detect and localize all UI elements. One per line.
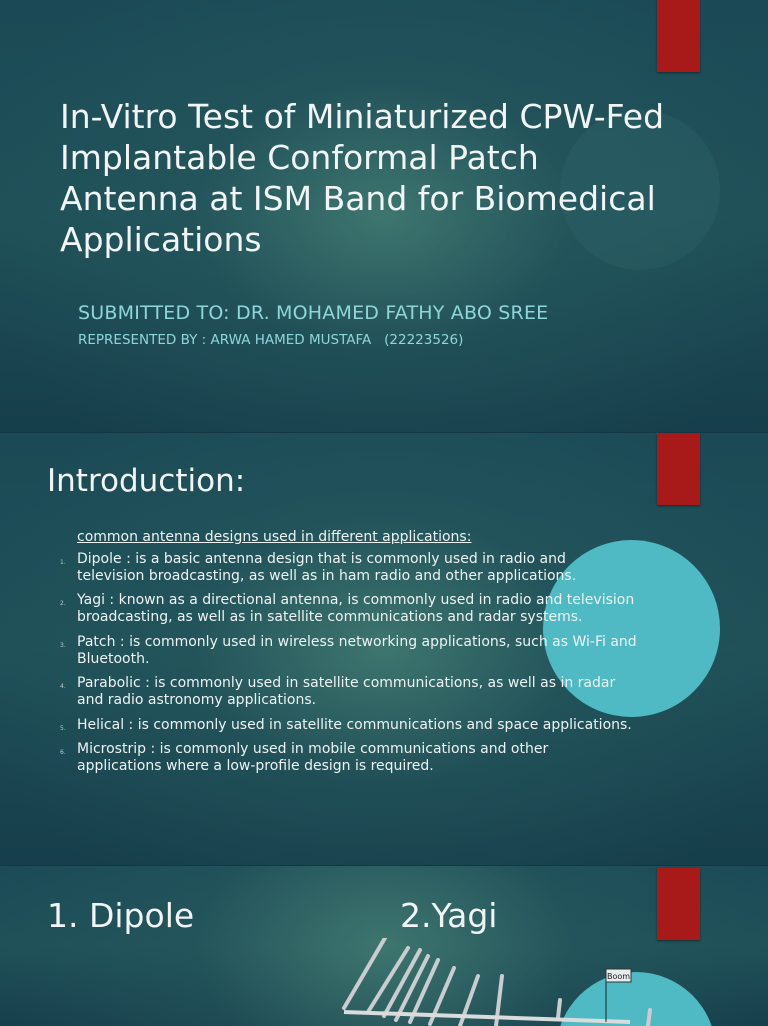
yagi-antenna-illustration xyxy=(330,938,660,1026)
dipole-heading: 1. Dipole xyxy=(47,896,195,935)
item-text: Parabolic : is commonly used in satellite communications, as well as in radar and radio astronomy applications. xyxy=(77,675,616,708)
list-item xyxy=(60,716,637,734)
item-number: 5. xyxy=(60,724,66,732)
item-number: 6. xyxy=(60,749,66,757)
item-number: 1. xyxy=(60,559,66,566)
item-number: 3. xyxy=(60,641,66,649)
yagi-heading: 2.Yagi xyxy=(400,896,498,935)
antenna-boom xyxy=(344,1012,630,1022)
represented-by: REPRESENTED BY : ARWA HAMED MUSTAFA (22223526) xyxy=(78,332,464,348)
introduction-heading: Introduction: xyxy=(47,463,246,499)
red-accent-tab xyxy=(657,868,700,940)
presentation-title: In-Vitro Test of Miniaturized CPW-Fed Implantable Conformal Patch Antenna at ISM Band for Biomedical Applications xyxy=(60,97,665,259)
list-item xyxy=(60,551,637,584)
introduction-slide xyxy=(0,432,768,865)
item-text: Yagi : known as a directional antenna, is commonly used in radio and television broadcasting, as well as in satellite communications and radar systems. xyxy=(77,592,635,626)
title-slide xyxy=(0,0,768,432)
list-item xyxy=(60,675,637,708)
list-item xyxy=(60,741,637,775)
red-accent-tab xyxy=(657,433,700,505)
item-text: Helical : is commonly used in satellite communications and space applications. xyxy=(77,716,632,733)
red-accent-tab xyxy=(657,0,700,72)
item-number: 4. xyxy=(60,683,66,691)
list-item xyxy=(60,592,637,626)
antenna-design-list xyxy=(60,551,637,783)
list-item xyxy=(60,633,637,667)
submitted-to: SUBMITTED TO: DR. MOHAMED FATHY ABO SREE xyxy=(78,302,549,324)
item-text: Microstrip : is commonly used in mobile communications and other applications where a low-profile design is required. xyxy=(77,741,549,775)
boom-label: Boom xyxy=(606,972,631,981)
item-text: Patch : is commonly used in wireless networking applications, such as Wi-Fi and Bluetooth. xyxy=(77,633,637,667)
item-number: 2. xyxy=(60,600,66,608)
introduction-subheading: common antenna designs used in different applications: xyxy=(77,529,472,545)
item-text: Dipole : is a basic antenna design that is commonly used in radio and television broadcasting, as well as in ham radio and other applications. xyxy=(77,551,577,584)
dipole-yagi-slide xyxy=(0,865,768,1026)
